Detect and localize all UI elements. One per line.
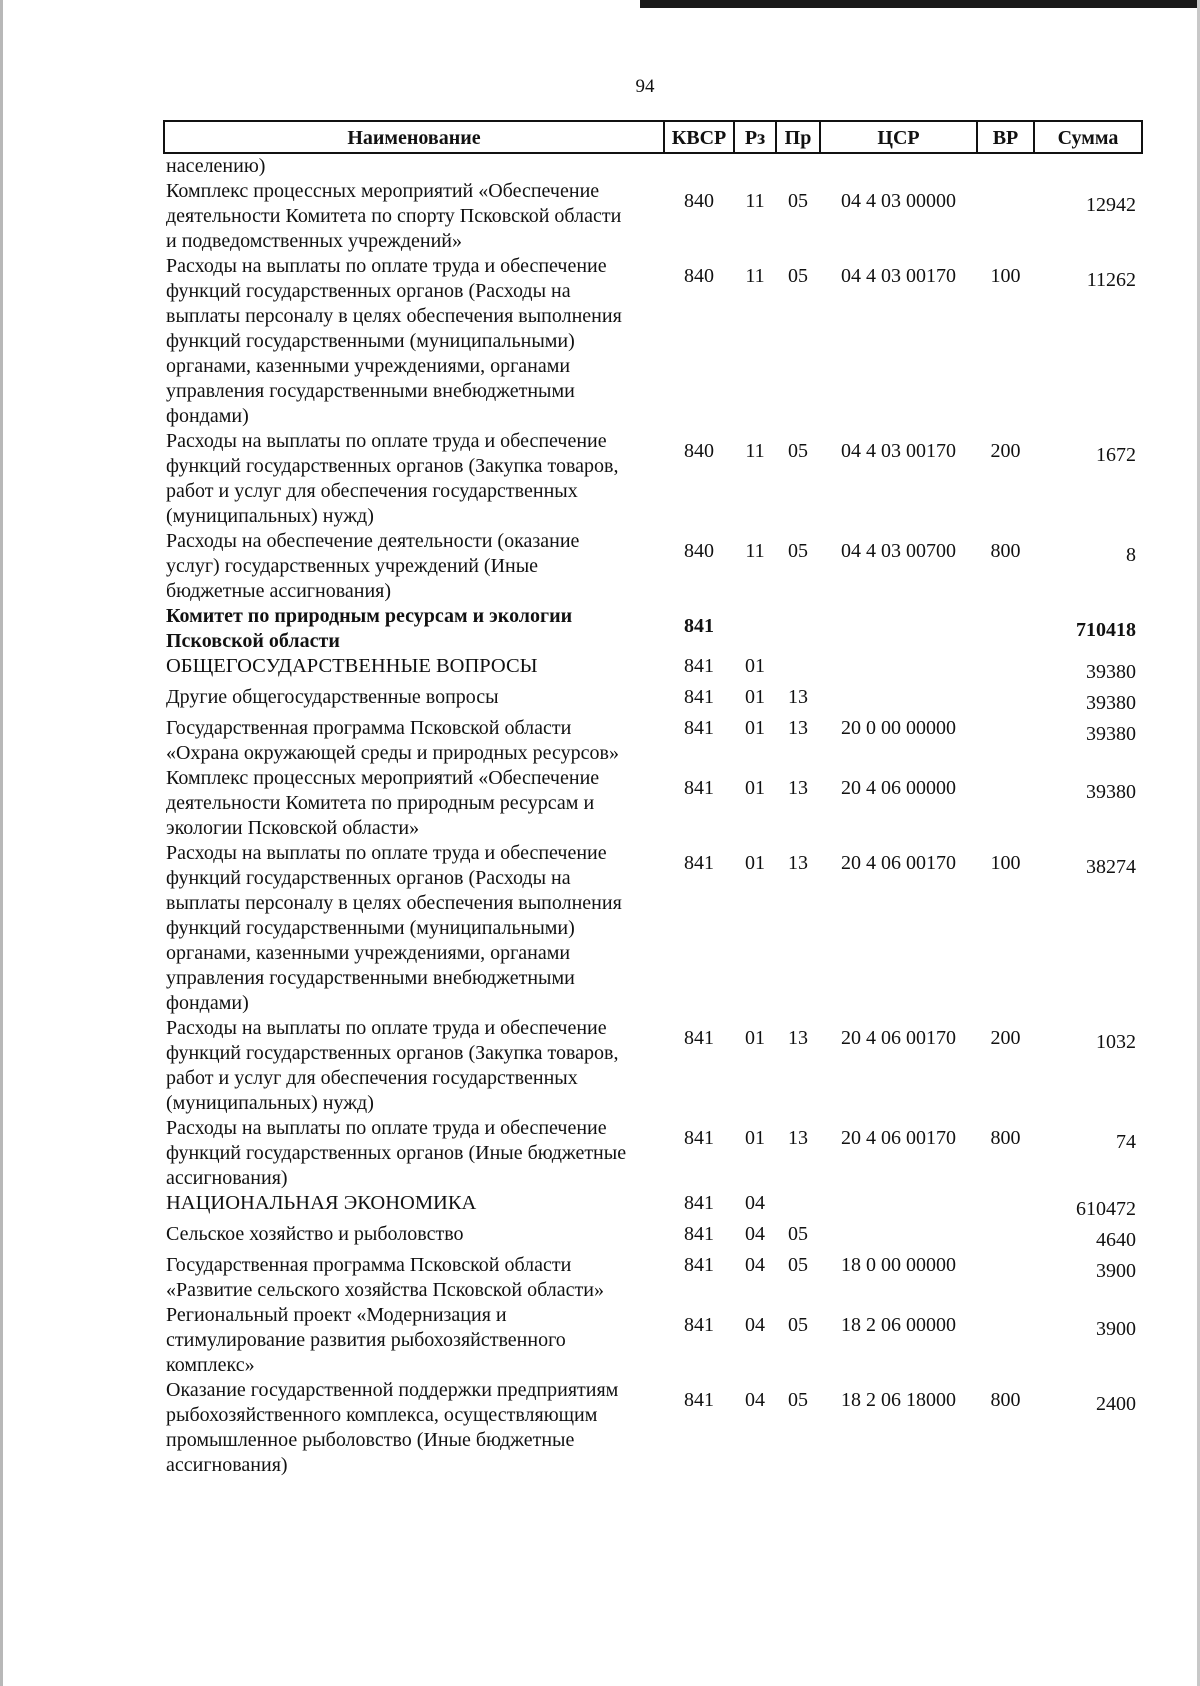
row-rz: 01 <box>745 1027 765 1049</box>
table-row <box>164 1116 1142 1191</box>
row-kvsr: 841 <box>684 777 714 799</box>
row-sum: 1672 <box>1096 444 1136 466</box>
row-kvsr: 840 <box>684 190 714 212</box>
row-pr <box>776 153 820 179</box>
row-sum: 38274 <box>1086 856 1136 878</box>
row-rz: 04 <box>745 1192 765 1214</box>
row-name: НАЦИОНАЛЬНАЯ ЭКОНОМИКА <box>166 1192 477 1214</box>
scan-top-edge <box>640 0 1200 8</box>
budget-table <box>163 120 1143 1478</box>
row-csr: 04 4 03 00170 <box>841 265 956 287</box>
row-csr: 20 4 06 00170 <box>841 1027 956 1049</box>
row-rz: 01 <box>745 686 765 708</box>
row-vr <box>977 716 1034 766</box>
row-pr: 13 <box>788 777 808 799</box>
row-vr <box>977 179 1034 254</box>
table-row <box>164 254 1142 429</box>
scan-left-edge <box>0 0 3 1686</box>
row-pr: 05 <box>788 1254 808 1276</box>
row-rz: 01 <box>745 777 765 799</box>
row-pr: 05 <box>788 1389 808 1411</box>
row-vr <box>977 1222 1034 1253</box>
row-name: Оказание государственной поддержки предприятиям рыбохозяйственного комплекса, осуществляющим промышленное рыболовство (Иные бюджетные ассигнования) <box>166 1379 619 1476</box>
row-pr: 05 <box>788 190 808 212</box>
row-sum: 74 <box>1116 1131 1136 1153</box>
row-name: Расходы на выплаты по оплате труда и обеспечение функций государственных органов (Закупка товаров, работ и услуг для обеспечения государственных (муниципальных) нужд) <box>166 1017 619 1114</box>
row-pr: 13 <box>788 717 808 739</box>
row-kvsr: 841 <box>684 686 714 708</box>
row-sum: 39380 <box>1086 781 1136 803</box>
table-row <box>164 716 1142 766</box>
row-name: Расходы на выплаты по оплате труда и обеспечение функций государственных органов (Расходы на выплаты персоналу в целях обеспечения выполнения функций государственными (муниципальными) органами, казенными учреждениями, органами управления государственными внебюджетными фондами) <box>166 255 622 427</box>
row-vr <box>977 1191 1034 1222</box>
row-csr: 20 0 00 00000 <box>841 717 956 739</box>
row-rz: 01 <box>745 1127 765 1149</box>
header-rz: Рз <box>734 121 776 153</box>
row-name: Расходы на выплаты по оплате труда и обеспечение функций государственных органов (Расходы на выплаты персоналу в целях обеспечения выполнения функций государственными (муниципальными) органами, казенными учреждениями, органами управления государственными внебюджетными фондами) <box>166 842 622 1014</box>
table-row <box>164 604 1142 654</box>
row-kvsr: 841 <box>684 1223 714 1245</box>
header-vr: ВР <box>977 121 1034 153</box>
header-pr: Пр <box>776 121 820 153</box>
table-row <box>164 1016 1142 1116</box>
row-csr: 18 2 06 00000 <box>841 1314 956 1336</box>
row-csr: 18 0 00 00000 <box>841 1254 956 1276</box>
row-pr: 13 <box>788 852 808 874</box>
row-vr: 800 <box>990 1389 1021 1411</box>
row-pr: 13 <box>788 1127 808 1149</box>
row-rz: 01 <box>745 717 765 739</box>
table-body <box>164 153 1142 1478</box>
row-csr: 20 4 06 00000 <box>841 777 956 799</box>
row-rz <box>734 153 776 179</box>
header-csr: ЦСР <box>820 121 977 153</box>
row-pr <box>776 1191 820 1222</box>
row-name: Другие общегосударственные вопросы <box>166 686 499 708</box>
row-name: Расходы на выплаты по оплате труда и обеспечение функций государственных органов (Закупка товаров, работ и услуг для обеспечения государственных (муниципальных) нужд) <box>166 430 619 527</box>
row-vr: 200 <box>990 440 1021 462</box>
row-kvsr <box>664 153 734 179</box>
row-vr <box>977 685 1034 716</box>
row-rz: 11 <box>745 265 765 287</box>
row-name: Сельское хозяйство и рыболовство <box>166 1223 464 1245</box>
row-kvsr: 841 <box>684 1314 714 1336</box>
row-vr <box>977 604 1034 654</box>
row-sum: 4640 <box>1096 1229 1136 1251</box>
row-name: Региональный проект «Модернизация и стимулирование развития рыбохозяйственного комплекс» <box>166 1304 566 1376</box>
row-kvsr: 841 <box>684 1027 714 1049</box>
row-sum: 710418 <box>1076 619 1136 641</box>
header-name: Наименование <box>164 121 664 153</box>
row-kvsr: 841 <box>684 717 714 739</box>
row-vr <box>977 654 1034 685</box>
row-vr <box>977 1303 1034 1378</box>
row-csr <box>820 654 977 685</box>
row-name: Расходы на обеспечение деятельности (оказание услуг) государственных учреждений (Иные бюджетные ассигнования) <box>166 530 580 602</box>
table-row <box>164 153 1142 179</box>
row-kvsr: 840 <box>684 440 714 462</box>
table-row <box>164 1222 1142 1253</box>
table-row <box>164 841 1142 1016</box>
header-sum: Сумма <box>1034 121 1142 153</box>
row-sum: 3900 <box>1096 1318 1136 1340</box>
row-sum: 610472 <box>1076 1198 1136 1220</box>
row-csr <box>820 1222 977 1253</box>
row-pr: 05 <box>788 265 808 287</box>
row-rz: 11 <box>745 440 765 462</box>
row-vr: 100 <box>990 852 1021 874</box>
table-row <box>164 1253 1142 1303</box>
page-number: 94 <box>635 76 655 97</box>
row-csr <box>820 604 977 654</box>
row-vr <box>977 1253 1034 1303</box>
row-pr: 05 <box>788 1223 808 1245</box>
row-sum: 8 <box>1126 544 1136 566</box>
row-sum: 11262 <box>1086 269 1136 291</box>
row-vr: 800 <box>990 1127 1021 1149</box>
row-sum: 12942 <box>1086 194 1136 216</box>
row-rz: 04 <box>745 1314 765 1336</box>
row-vr: 800 <box>990 540 1021 562</box>
row-csr: 20 4 06 00170 <box>841 852 956 874</box>
row-rz: 04 <box>745 1389 765 1411</box>
row-kvsr: 841 <box>684 615 714 637</box>
row-rz: 04 <box>745 1223 765 1245</box>
row-sum: 1032 <box>1096 1031 1136 1053</box>
row-sum: 2400 <box>1096 1393 1136 1415</box>
table-header <box>164 121 1142 153</box>
row-rz: 01 <box>745 852 765 874</box>
row-kvsr: 841 <box>684 852 714 874</box>
table-row <box>164 685 1142 716</box>
row-pr: 05 <box>788 440 808 462</box>
row-rz: 01 <box>745 655 765 677</box>
row-csr: 04 4 03 00000 <box>841 190 956 212</box>
row-name: Государственная программа Псковской области «Развитие сельского хозяйства Псковской области» <box>166 1254 604 1301</box>
table-row <box>164 1191 1142 1222</box>
row-rz: 11 <box>745 540 765 562</box>
row-sum <box>1034 153 1142 179</box>
header-kvsr: КВСР <box>664 121 734 153</box>
row-sum: 39380 <box>1086 692 1136 714</box>
row-rz: 11 <box>745 190 765 212</box>
row-csr: 04 4 03 00170 <box>841 440 956 462</box>
row-rz <box>734 604 776 654</box>
row-csr: 20 4 06 00170 <box>841 1127 956 1149</box>
row-name: ОБЩЕГОСУДАРСТВЕННЫЕ ВОПРОСЫ <box>166 655 538 677</box>
table-row <box>164 529 1142 604</box>
row-pr: 05 <box>788 540 808 562</box>
row-csr: 18 2 06 18000 <box>841 1389 956 1411</box>
row-name: Комплекс процессных мероприятий «Обеспечение деятельности Комитета по спорту Псковской области и подведомственных учреждений» <box>166 180 622 252</box>
row-kvsr: 841 <box>684 1192 714 1214</box>
row-vr <box>977 766 1034 841</box>
table-row <box>164 766 1142 841</box>
row-rz: 04 <box>745 1254 765 1276</box>
row-kvsr: 841 <box>684 1127 714 1149</box>
table-row <box>164 429 1142 529</box>
row-pr: 13 <box>788 686 808 708</box>
row-vr <box>977 153 1034 179</box>
row-name: Расходы на выплаты по оплате труда и обеспечение функций государственных органов (Иные бюджетные ассигнования) <box>166 1117 627 1189</box>
row-kvsr: 841 <box>684 1389 714 1411</box>
row-name: Комплекс процессных мероприятий «Обеспечение деятельности Комитета по природным ресурсам и экологии Псковской области» <box>166 767 600 839</box>
row-vr: 200 <box>990 1027 1021 1049</box>
row-csr <box>820 685 977 716</box>
row-pr <box>776 654 820 685</box>
row-kvsr: 841 <box>684 655 714 677</box>
table-row <box>164 654 1142 685</box>
table-row <box>164 1303 1142 1378</box>
row-sum: 39380 <box>1086 723 1136 745</box>
row-pr: 13 <box>788 1027 808 1049</box>
row-name: Комитет по природным ресурсам и экологии Псковской области <box>166 605 573 652</box>
row-sum: 39380 <box>1086 661 1136 683</box>
row-kvsr: 840 <box>684 540 714 562</box>
row-name: Государственная программа Псковской области «Охрана окружающей среды и природных ресурсов» <box>166 717 619 764</box>
row-kvsr: 840 <box>684 265 714 287</box>
row-sum: 3900 <box>1096 1260 1136 1282</box>
row-kvsr: 841 <box>684 1254 714 1276</box>
table-row <box>164 1378 1142 1478</box>
row-pr <box>776 604 820 654</box>
row-pr: 05 <box>788 1314 808 1336</box>
table-row <box>164 179 1142 254</box>
row-csr <box>820 1191 977 1222</box>
row-csr <box>820 153 977 179</box>
row-vr: 100 <box>990 265 1021 287</box>
row-csr: 04 4 03 00700 <box>841 540 956 562</box>
row-name: населению) <box>166 155 266 177</box>
